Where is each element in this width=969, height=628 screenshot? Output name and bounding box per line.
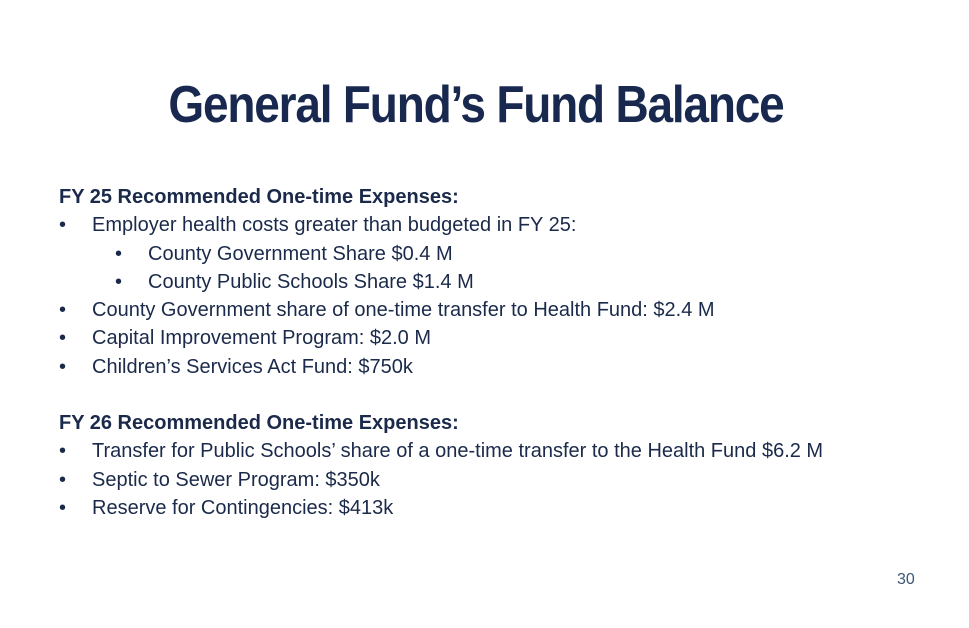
list-item [59,211,949,239]
list-item-text: Reserve for Contingencies: $413k [92,496,394,519]
bullet-icon: • [59,440,67,463]
list-item-text: Children’s Services Act Fund: $750k [92,355,413,378]
section-spacer [59,381,949,409]
sub-list-item-text: County Government Share $0.4 M [148,242,453,265]
bullet-icon: • [59,355,67,378]
bullet-icon: • [115,270,123,293]
slide-title: General Fund’s Fund Balance [168,74,784,134]
list-item [59,353,949,381]
sub-list-item [59,240,949,268]
sub-list-item [59,268,949,296]
list-item-text: Transfer for Public Schools’ share of a one-time transfer to the Health Fund $6.2 M [92,440,824,463]
slide-content [59,183,949,522]
list-item [59,494,949,522]
bullet-icon: • [59,327,67,350]
list-item-text: Septic to Sewer Program: $350k [92,468,380,491]
sub-list-item-text: County Public Schools Share $1.4 M [148,270,474,293]
section-heading: FY 25 Recommended One-time Expenses: [59,186,459,208]
bullet-icon: • [115,242,123,265]
page-number: 30 [897,571,915,588]
list-item [59,324,949,352]
bullet-icon: • [59,299,67,322]
list-item [59,437,949,465]
bullet-icon: • [59,496,67,519]
bullet-icon: • [59,214,67,237]
list-item [59,296,949,324]
list-item-text: Capital Improvement Program: $2.0 M [92,327,432,350]
bullet-icon: • [59,468,67,491]
section-heading: FY 26 Recommended One-time Expenses: [59,412,459,435]
list-item-text: Employer health costs greater than budgeted in FY 25: [92,214,577,237]
list-item [59,466,949,494]
list-item-text: County Government share of one-time transfer to Health Fund: $2.4 M [92,299,715,322]
